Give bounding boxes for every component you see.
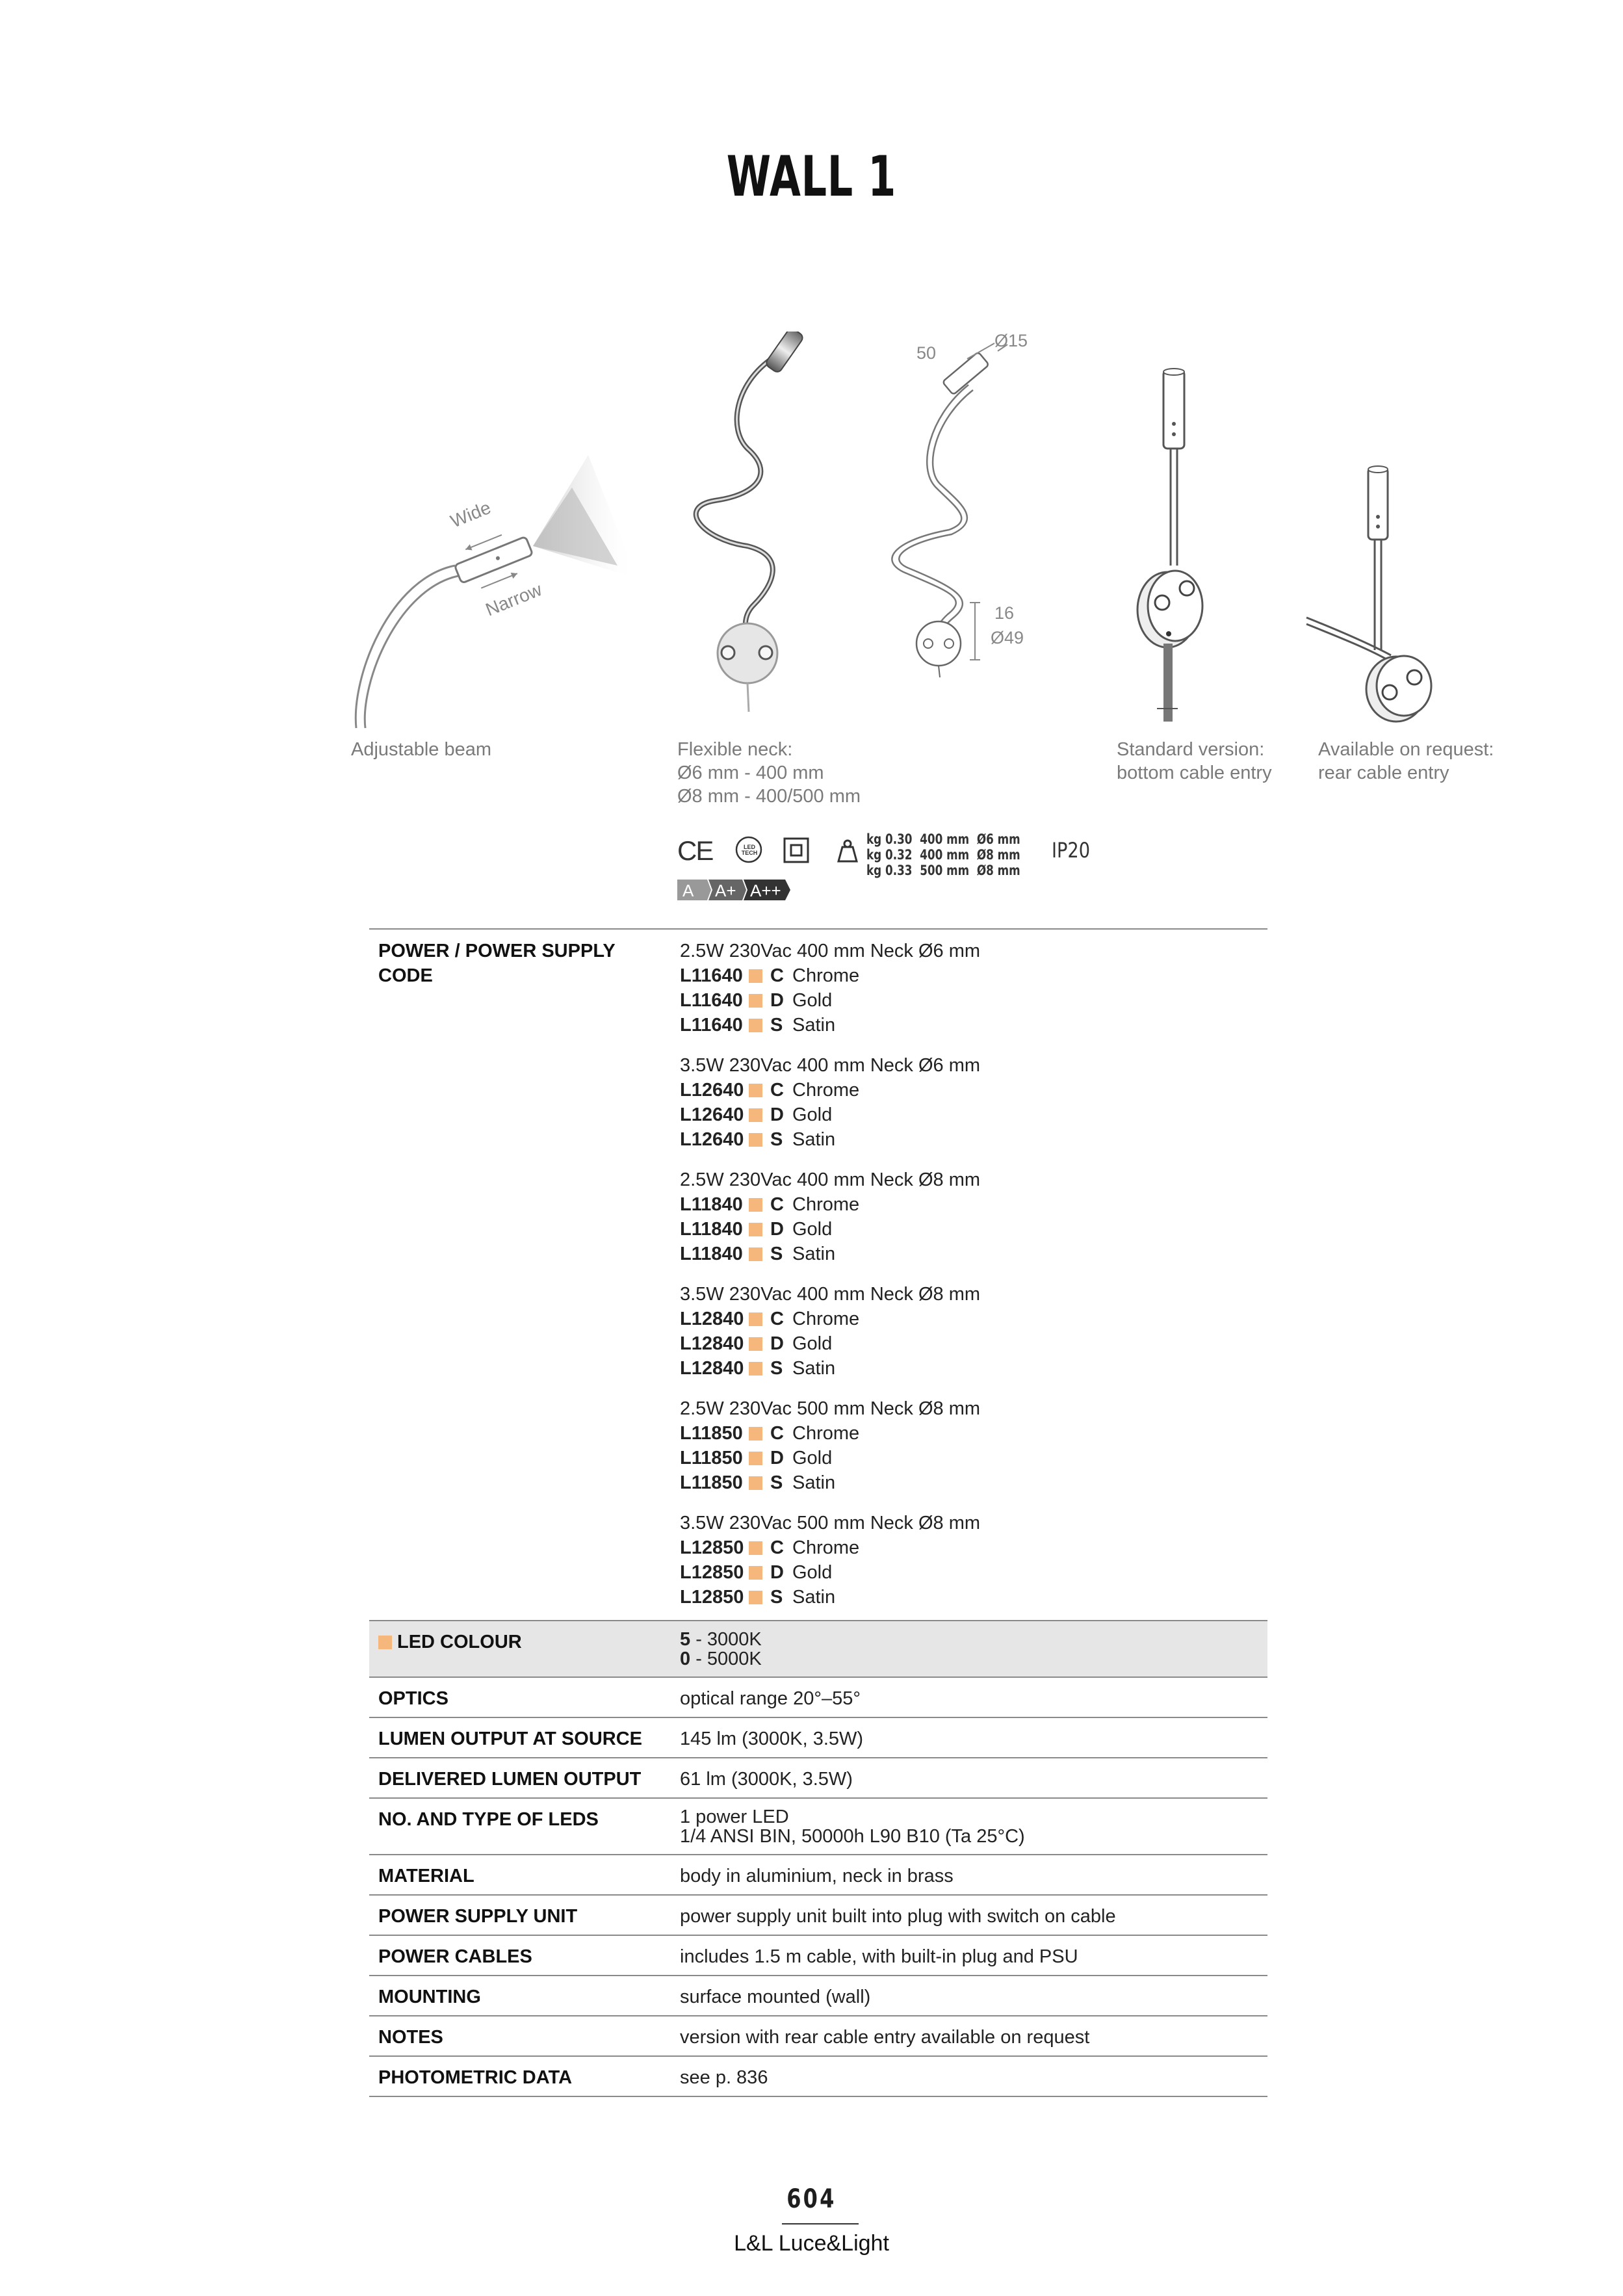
led-colour-square (749, 1362, 762, 1376)
caption-text: Flexible neck: (677, 739, 793, 760)
energy-class-label (677, 878, 801, 903)
spec-value (680, 1807, 1267, 1846)
spec-row (369, 1718, 1267, 1758)
standard-version-drawing (1124, 364, 1222, 728)
dim-length: 50 (916, 343, 937, 363)
code-line: L12640 S Satin (680, 1129, 836, 1150)
footer-divider (782, 2223, 859, 2224)
power-group (680, 1282, 1267, 1381)
narrow-label: Narrow (482, 579, 545, 620)
power-group-header: 2.5W 230Vac 500 mm Neck Ø8 mm (680, 1398, 981, 1419)
power-group (680, 1053, 1267, 1152)
spec-value-line: 1/4 ANSI BIN, 50000h L90 B10 (Ta 25°C) (680, 1826, 1025, 1847)
spec-value: 61 lm (3000K, 3.5W) (680, 1769, 853, 1790)
code-line: L11850 S Satin (680, 1472, 836, 1493)
spec-value: 145 lm (3000K, 3.5W) (680, 1729, 864, 1749)
led-colour-square (749, 1019, 762, 1032)
spec-row (369, 1855, 1267, 1896)
ip-rating: IP20 (1052, 838, 1091, 863)
spec-label: MATERIAL (378, 1866, 474, 1886)
spec-value: includes 1.5 m cable, with built-in plug and PSU (680, 1946, 1078, 1967)
spec-value: surface mounted (wall) (680, 1987, 871, 2007)
spec-value-line: 1 power LED (680, 1807, 789, 1827)
code-line: L11850 D Gold (680, 1448, 833, 1468)
power-group-header: 3.5W 230Vac 400 mm Neck Ø6 mm (680, 1055, 981, 1076)
code-line: L11640 C Chrome (680, 965, 860, 986)
led-tech-label: LED TECH (741, 844, 758, 856)
weight-icon (833, 838, 862, 865)
code-line: L12850 D Gold (680, 1562, 833, 1583)
caption-text: Adjustable beam (351, 739, 492, 760)
code-line: L12850 S Satin (680, 1587, 836, 1608)
spec-value: optical range 20°–55° (680, 1688, 861, 1709)
weight-row: kg 0.30 400 mm Ø6 mm (866, 831, 1020, 847)
dimension-drawing (864, 325, 1066, 689)
caption-text: Ø8 mm - 400/500 mm (677, 786, 861, 807)
weight-table (866, 831, 1020, 878)
led-colour-square (749, 1133, 762, 1147)
power-group-header: 3.5W 230Vac 400 mm Neck Ø8 mm (680, 1284, 981, 1305)
caption-adjustable-beam (351, 738, 491, 761)
led-colour-square (749, 1427, 762, 1441)
spec-label-wrap (369, 1630, 680, 1654)
power-group-header: 3.5W 230Vac 500 mm Neck Ø8 mm (680, 1513, 981, 1533)
code-line: L12640 D Gold (680, 1104, 833, 1125)
code-line: L12840 D Gold (680, 1333, 833, 1354)
spec-label: OPTICS (378, 1688, 448, 1709)
caption-text: Available on request: (1318, 739, 1494, 760)
caption-text: Standard version: (1117, 739, 1265, 760)
code-line: L12640 C Chrome (680, 1080, 860, 1101)
dim-diameter-top: Ø15 (994, 331, 1028, 350)
code-line: L12840 C Chrome (680, 1309, 860, 1329)
spec-row (369, 2057, 1267, 2097)
led-colour-square (749, 1247, 762, 1261)
power-group-header: 2.5W 230Vac 400 mm Neck Ø8 mm (680, 1169, 981, 1190)
code-line: L11640 D Gold (680, 990, 833, 1011)
energy-class-a-plus: A+ (715, 881, 736, 900)
caption-text: bottom cable entry (1117, 763, 1272, 783)
led-colour-square (749, 1566, 762, 1580)
code-line: L11850 C Chrome (680, 1423, 860, 1444)
led-colour-square (749, 1198, 762, 1212)
spec-label: LUMEN OUTPUT AT SOURCE (378, 1729, 642, 1749)
led-colour-square (749, 1337, 762, 1351)
class-2-icon (783, 837, 811, 865)
dim-depth: 16 (994, 603, 1015, 623)
spec-value: see p. 836 (680, 2067, 768, 2088)
page-number: 604 (786, 2184, 837, 2214)
spec-row (369, 1678, 1267, 1718)
spec-label: PHOTOMETRIC DATA (378, 2067, 573, 2088)
energy-class-a-plus-plus: A++ (750, 881, 781, 900)
caption-flexible-neck (677, 738, 861, 808)
caption-standard-version (1117, 738, 1272, 785)
led-colour-square (749, 1476, 762, 1490)
spec-label: NOTES (378, 2027, 443, 2048)
led-colour-square (749, 1541, 762, 1555)
spec-row (369, 1758, 1267, 1799)
led-colour-square (749, 969, 762, 983)
spec-label: POWER CABLES (378, 1946, 532, 1967)
spec-row-led-colour (369, 1621, 1267, 1678)
code-line: L11840 C Chrome (680, 1194, 860, 1215)
ce-mark-icon: CE (677, 835, 713, 866)
wall-lamp-photo (676, 332, 825, 728)
led-colour-square (749, 1312, 762, 1326)
spec-row (369, 1976, 1267, 2016)
code-line: L11840 S Satin (680, 1244, 836, 1264)
caption-rear-entry (1318, 738, 1494, 785)
brand-name: L&L Luce&Light (734, 2231, 889, 2256)
led-colour-square (749, 1452, 762, 1465)
led-colour-line: 5 - 3000K (680, 1629, 762, 1650)
spec-value: body in aluminium, neck in brass (680, 1866, 954, 1886)
spec-table (369, 928, 1267, 2097)
led-colour-square (749, 1108, 762, 1122)
led-colour-square (749, 1591, 762, 1604)
code-line: L11840 D Gold (680, 1219, 833, 1240)
spec-value: version with rear cable entry available on request (680, 2027, 1090, 2048)
page-title: WALL 1 (726, 144, 897, 209)
led-colour-square (749, 994, 762, 1008)
spec-row (369, 2016, 1267, 2057)
code-line: L11640 S Satin (680, 1015, 836, 1036)
spec-label: POWER / POWER SUPPLY CODE (378, 941, 616, 986)
spec-row-power (369, 928, 1267, 1621)
led-colour-values (680, 1630, 1267, 1669)
spec-label: LED COLOUR (397, 1632, 522, 1652)
spec-value: power supply unit built into plug with switch on cable (680, 1906, 1116, 1927)
code-line: L12850 C Chrome (680, 1537, 860, 1558)
spec-label: DELIVERED LUMEN OUTPUT (378, 1769, 642, 1790)
power-group (680, 1168, 1267, 1266)
led-colour-square (749, 1223, 762, 1236)
caption-text: rear cable entry (1318, 763, 1449, 783)
weight-row: kg 0.32 400 mm Ø8 mm (866, 847, 1020, 863)
spec-row (369, 1896, 1267, 1936)
spec-label: POWER SUPPLY UNIT (378, 1906, 578, 1927)
adjustable-beam-drawing (338, 442, 650, 735)
spec-row-leds (369, 1799, 1267, 1855)
energy-class-a: A (682, 881, 694, 900)
spec-label: NO. AND TYPE OF LEDS (378, 1809, 599, 1830)
code-line: L12840 S Satin (680, 1358, 836, 1379)
power-group (680, 1396, 1267, 1495)
power-group (680, 939, 1267, 1037)
spec-label: MOUNTING (378, 1987, 481, 2007)
led-colour-line: 0 - 5000K (680, 1649, 762, 1669)
wide-label: Wide (447, 497, 494, 532)
power-codes (680, 939, 1267, 1613)
spec-row (369, 1936, 1267, 1976)
dim-diameter-base: Ø49 (991, 628, 1024, 647)
power-group (680, 1511, 1267, 1610)
caption-text: Ø6 mm - 400 mm (677, 763, 824, 783)
power-group-header: 2.5W 230Vac 400 mm Neck Ø6 mm (680, 941, 981, 961)
rear-cable-drawing (1300, 455, 1443, 728)
led-colour-square (749, 1084, 762, 1097)
led-colour-square (378, 1636, 392, 1649)
weight-row: kg 0.33 500 mm Ø8 mm (866, 863, 1020, 878)
